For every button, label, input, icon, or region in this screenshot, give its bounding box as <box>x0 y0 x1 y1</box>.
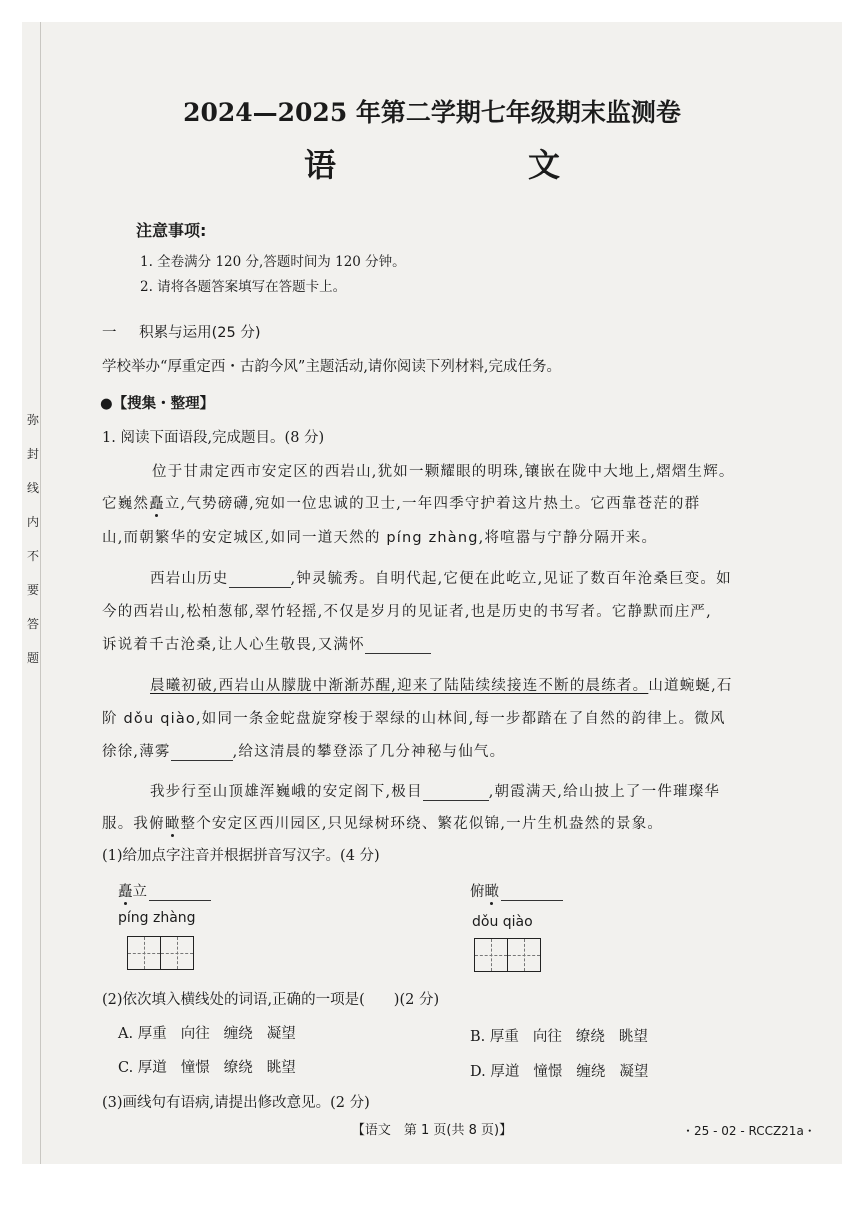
section-heading <box>102 321 260 342</box>
option-d[interactable] <box>470 1060 662 1081</box>
paper-code: ・25 - 02 - RCCZ21a・ <box>682 1124 816 1138</box>
binding-margin-text <box>25 414 41 686</box>
text: 阶 <box>102 711 124 727</box>
writing-grid-b[interactable] <box>474 938 541 972</box>
margin-char: 题 <box>26 651 39 665</box>
section-title: 积累与运用(25 分) <box>139 325 261 341</box>
exam-sheet <box>22 22 842 1164</box>
text: ,如同一条金蛇盘旋穿梭于翠绿的山林间,每一步都踏在了自然的韵律上。微风 <box>195 711 726 727</box>
pinyin-text: píng zhàng <box>386 530 479 546</box>
option-word: 憧憬 <box>533 1064 563 1080</box>
dotted-char: 瞰 <box>164 816 181 832</box>
text: 服。我俯 <box>102 816 165 832</box>
option-word: 缠绕 <box>223 1026 253 1042</box>
text: 整个安定区西川园区,只见绿树环绕、繁花似锦,一片生机盎然的景象。 <box>180 816 664 832</box>
option-a[interactable] <box>118 1022 310 1043</box>
text: 山,而朝繁华的安定城区,如同一道天然的 <box>102 530 387 546</box>
text: 它巍然 <box>102 496 150 512</box>
text: 立,气势磅礴,宛如一位忠诚的卫士,一年四季守护着这片热土。它西靠苍茫的群 <box>164 496 701 512</box>
grid-cell[interactable] <box>475 939 508 971</box>
option-word: B. 厚重 <box>470 1029 519 1045</box>
text: ,给这清晨的攀登添了几分神秘与仙气。 <box>232 744 506 760</box>
question-1-1-stem: (1)给加点字注音并根据拼音写汉字。(4 分) <box>102 848 380 864</box>
fill-blank-1[interactable] <box>229 587 291 588</box>
option-word: 凝望 <box>619 1064 649 1080</box>
text: 我步行至山顶雄浑巍峨的安定阁下,极目 <box>150 784 423 800</box>
grid-cell[interactable] <box>128 937 161 969</box>
option-word: 缭绕 <box>223 1060 253 1076</box>
text: 诉说着千古沧桑,让人心生敬畏,又满怀 <box>102 637 365 653</box>
passage-line: 位于甘肃定西市安定区的西岩山,犹如一颗耀眼的明珠,镶嵌在陇中大地上,熠熠生辉。 <box>152 464 735 480</box>
pinyin-text: dǒu qiào <box>123 711 196 727</box>
sub-heading: ●【搜集・整理】 <box>100 396 215 412</box>
passage-line <box>102 707 782 728</box>
fill-blank-2[interactable] <box>365 653 431 654</box>
page-footer: 【语文 第 1 页(共 8 页)】 <box>351 1123 513 1138</box>
text: 山道蜿蜒,石 <box>648 678 733 694</box>
margin-char: 内 <box>26 515 39 529</box>
item-b-text: 俯瞰 <box>470 884 499 900</box>
passage-line <box>102 492 782 513</box>
passage-line: 今的西岩山,松柏葱郁,翠竹轻摇,不仅是岁月的见证者,也是历史的书写者。它静默而庄严, <box>102 604 712 620</box>
passage-line <box>102 526 782 547</box>
passage-line <box>102 740 782 761</box>
margin-char: 不 <box>26 549 39 563</box>
pinyin-b: dǒu qiào <box>472 914 533 930</box>
margin-char: 线 <box>26 481 39 495</box>
answer-blank-b[interactable] <box>501 900 563 901</box>
margin-char: 封 <box>26 447 39 461</box>
option-word: C. 厚道 <box>118 1060 167 1076</box>
item-a <box>118 880 211 901</box>
option-word: 憧憬 <box>180 1060 210 1076</box>
notice-item: 1. 全卷满分 120 分,答题时间为 120 分钟。 <box>140 254 406 270</box>
passage-line <box>150 567 830 588</box>
option-word: 缭绕 <box>575 1029 605 1045</box>
option-c[interactable] <box>118 1056 310 1077</box>
notice-item: 2. 请将各题答案填写在答题卡上。 <box>140 279 347 295</box>
question-1-3-stem: (3)画线句有语病,请提出修改意见。(2 分) <box>102 1095 370 1111</box>
section-intro: 学校举办“厚重定西・古韵今风”主题活动,请你阅读下列材料,完成任务。 <box>102 359 562 375</box>
underlined-sentence: 晨曦初破,西岩山从朦胧中渐渐苏醒,迎来了陆陆续续接连不断的晨练者。 <box>150 678 649 694</box>
writing-grid-a[interactable] <box>127 936 194 970</box>
passage-line <box>150 674 830 695</box>
section-number: 一 <box>102 325 117 341</box>
dotted-char: 瞰 <box>484 884 499 900</box>
pinyin-a: píng zhàng <box>118 910 196 926</box>
dotted-char: 矗 <box>118 884 133 900</box>
option-word: 眺望 <box>266 1060 296 1076</box>
dotted-char: 矗立 <box>118 884 147 900</box>
subject-title: 语 文 <box>303 146 640 184</box>
option-word: 向往 <box>180 1026 210 1042</box>
option-word: A. 厚重 <box>118 1026 167 1042</box>
dotted-char: 矗 <box>149 496 165 512</box>
question-1: 1. 阅读下面语段,完成题目。(8 分) <box>102 430 325 446</box>
margin-char: 答 <box>26 617 39 631</box>
option-word: 向往 <box>532 1029 562 1045</box>
passage-line <box>150 780 830 801</box>
text: 徐徐,薄雾 <box>102 744 171 760</box>
option-b[interactable] <box>470 1025 662 1046</box>
option-word: D. 厚道 <box>470 1064 520 1080</box>
answer-blank-a[interactable] <box>149 900 211 901</box>
item-b <box>470 880 563 901</box>
text: ,将喧嚣与宁静分隔开来。 <box>478 530 658 546</box>
margin-char: 弥 <box>26 413 39 427</box>
text: ,钟灵毓秀。自明代起,它便在此屹立,见证了数百年沧桑巨变。如 <box>290 571 732 587</box>
margin-char: 要 <box>26 583 39 597</box>
notice-heading: 注意事项: <box>136 221 207 240</box>
option-word: 凝望 <box>266 1026 296 1042</box>
grid-cell[interactable] <box>508 939 540 971</box>
fill-blank-4[interactable] <box>423 800 489 801</box>
option-word: 眺望 <box>618 1029 648 1045</box>
passage-line <box>102 633 782 654</box>
text: ,朝霞满天,给山披上了一件璀璨华 <box>488 784 721 800</box>
grid-cell[interactable] <box>161 937 193 969</box>
option-word: 缠绕 <box>576 1064 606 1080</box>
fill-blank-3[interactable] <box>171 760 233 761</box>
passage-line <box>102 812 782 833</box>
question-1-2-stem: (2)依次填入横线处的词语,正确的一项是( )(2 分) <box>102 992 440 1008</box>
exam-title: 2024—2025 年第二学期七年级期末监测卷 <box>183 98 681 127</box>
text: 西岩山历史 <box>150 571 229 587</box>
